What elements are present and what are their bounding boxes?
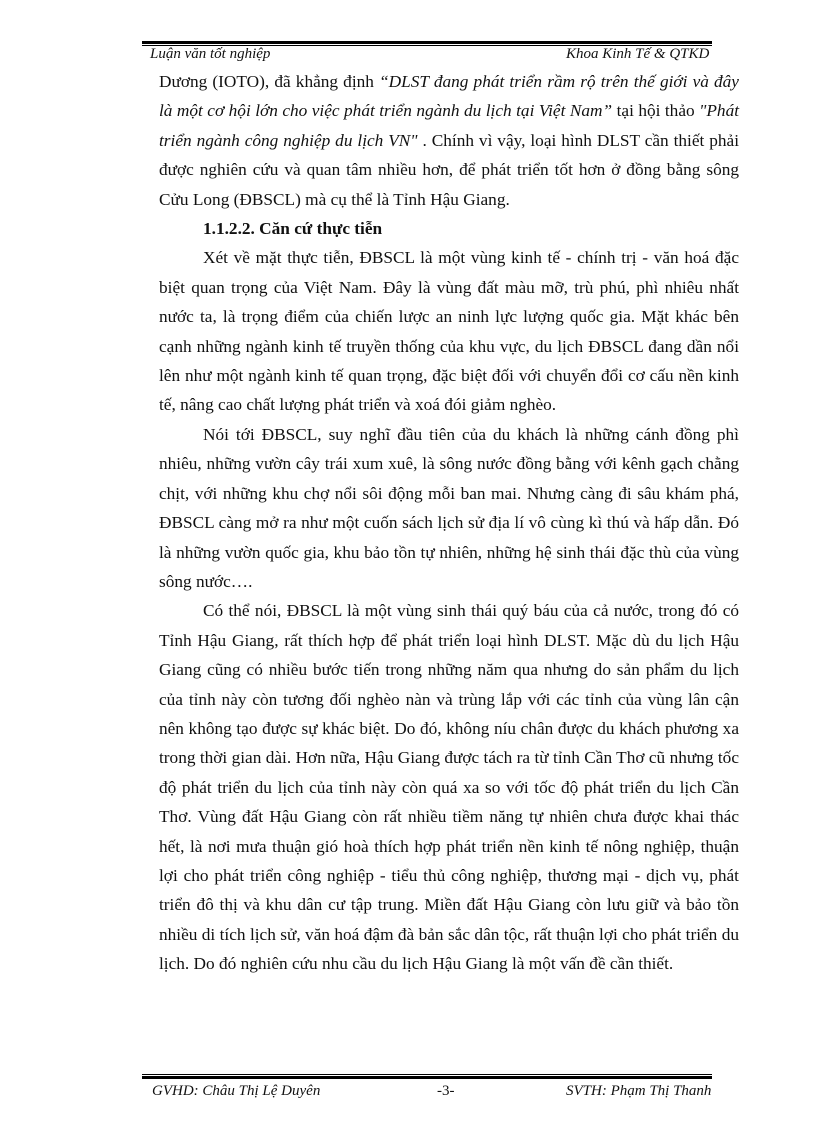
paragraph-1-text-c: . Chính vì vậy, loại hình DLST cần thiết phải được nghiên cứu và quan tâm nhiều hơn, để phát triển tốt hơn ở đồng bằng sông Cửu Long (ĐBSCL) mà cụ thể là Tỉnh Hậu Giang. — [159, 130, 739, 209]
paragraph-2: Xét về mặt thực tiễn, ĐBSCL là một vùng kinh tế - chính trị - văn hoá đặc biệt quan trọng của Việt Nam. Đây là vùng đất màu mỡ, trù phú, phì nhiêu nhất nước ta, là trọng điểm của chiến lược an ninh lực lượng quốc gia. Mặt khác bên cạnh những ngành kinh tế truyền thống của khu vực, du lịch ĐBSCL đang dần nổi lên như một ngành kinh tế quan trọng, đặc biệt đối với chuyển đổi cơ cấu nền kinh tế, nâng cao chất lượng phát triển và xoá đói giảm nghèo. — [159, 248, 739, 415]
page-body — [159, 67, 739, 979]
quote-dlst: “DLST đang phát triển rầm rộ trên thế giới và đây là một cơ hội lớn cho việc phát triển ngành du lịch tại Việt Nam” — [159, 72, 739, 121]
page-number: -3- — [437, 1083, 455, 1099]
paragraph-1 — [159, 67, 739, 214]
footer-advisor: GVHD: Châu Thị Lệ Duyên — [152, 1083, 321, 1099]
footer-rule — [142, 1074, 712, 1079]
header-right-text: Khoa Kinh Tế & QTKD — [566, 46, 710, 62]
paragraph-1-text-a: Dương (IOTO), đã khẳng định — [159, 72, 380, 91]
header-left-text: Luận văn tốt nghiệp — [150, 46, 271, 62]
footer-student: SVTH: Phạm Thị Thanh — [566, 1083, 712, 1099]
paragraph-4: Có thể nói, ĐBSCL là một vùng sinh thái quý báu của cả nước, trong đó có Tỉnh Hậu Giang, rất thích hợp để phát triển loại hình DLST. Mặc dù du lịch Hậu Giang cũng có nhiều bước tiến trong những năm qua nhưng do sản phẩm du lịch của tỉnh này còn tương đối nghèo nàn và trùng lắp với các tỉnh của vùng lân cận nên không tạo được sự khác biệt. Do đó, không níu chân được du khách phương xa trong thời gian dài. Hơn nữa, Hậu Giang được tách ra từ tỉnh Cần Thơ cũ nhưng tốc độ phát triển du lịch của tỉnh này còn quá xa so với tốc độ phát triển du lịch Cần Thơ. Vùng đất Hậu Giang còn rất nhiều tiềm năng tự nhiên chưa được khai thác hết, là nơi mưa thuận gió hoà thích hợp phát triển nền kinh tế nông nghiệp, thuận lợi cho phát triển công nghiệp - tiểu thủ công nghiệp, thương mại - dịch vụ, phát triển đô thị và khu dân cư tập trung. Miền đất Hậu Giang còn lưu giữ và bảo tồn nhiều di tích lịch sử, văn hoá đậm đà bản sắc dân tộc, rất thuận lợi cho phát triển du lịch. Do đó nghiên cứu nhu cầu du lịch Hậu Giang là một vấn đề cần thiết. — [159, 601, 739, 974]
quote-workshop-title: "Phát triển ngành công nghiệp du lịch VN" — [159, 101, 740, 150]
section-heading: 1.1.2.2. Căn cứ thực tiễn — [203, 219, 383, 239]
paragraph-3: Nói tới ĐBSCL, suy nghĩ đầu tiên của du khách là những cánh đồng phì nhiêu, những vườn cây trái xum xuê, là sông nước đồng bằng với kênh gạch chằng chịt, với những khu chợ nổi sôi động mỗi ban mai. Nhưng càng đi sâu khám phá, ĐBSCL càng mở ra như một cuốn sách lịch sử địa lí vô cùng kì thú và hấp dẫn. Đó là những vườn quốc gia, khu bảo tồn tự nhiên, những hệ sinh thái đặc thù của vùng sông nước…. — [159, 424, 739, 591]
paragraph-1-text-b: tại hội thảo — [612, 101, 700, 121]
header-rule — [142, 41, 712, 46]
